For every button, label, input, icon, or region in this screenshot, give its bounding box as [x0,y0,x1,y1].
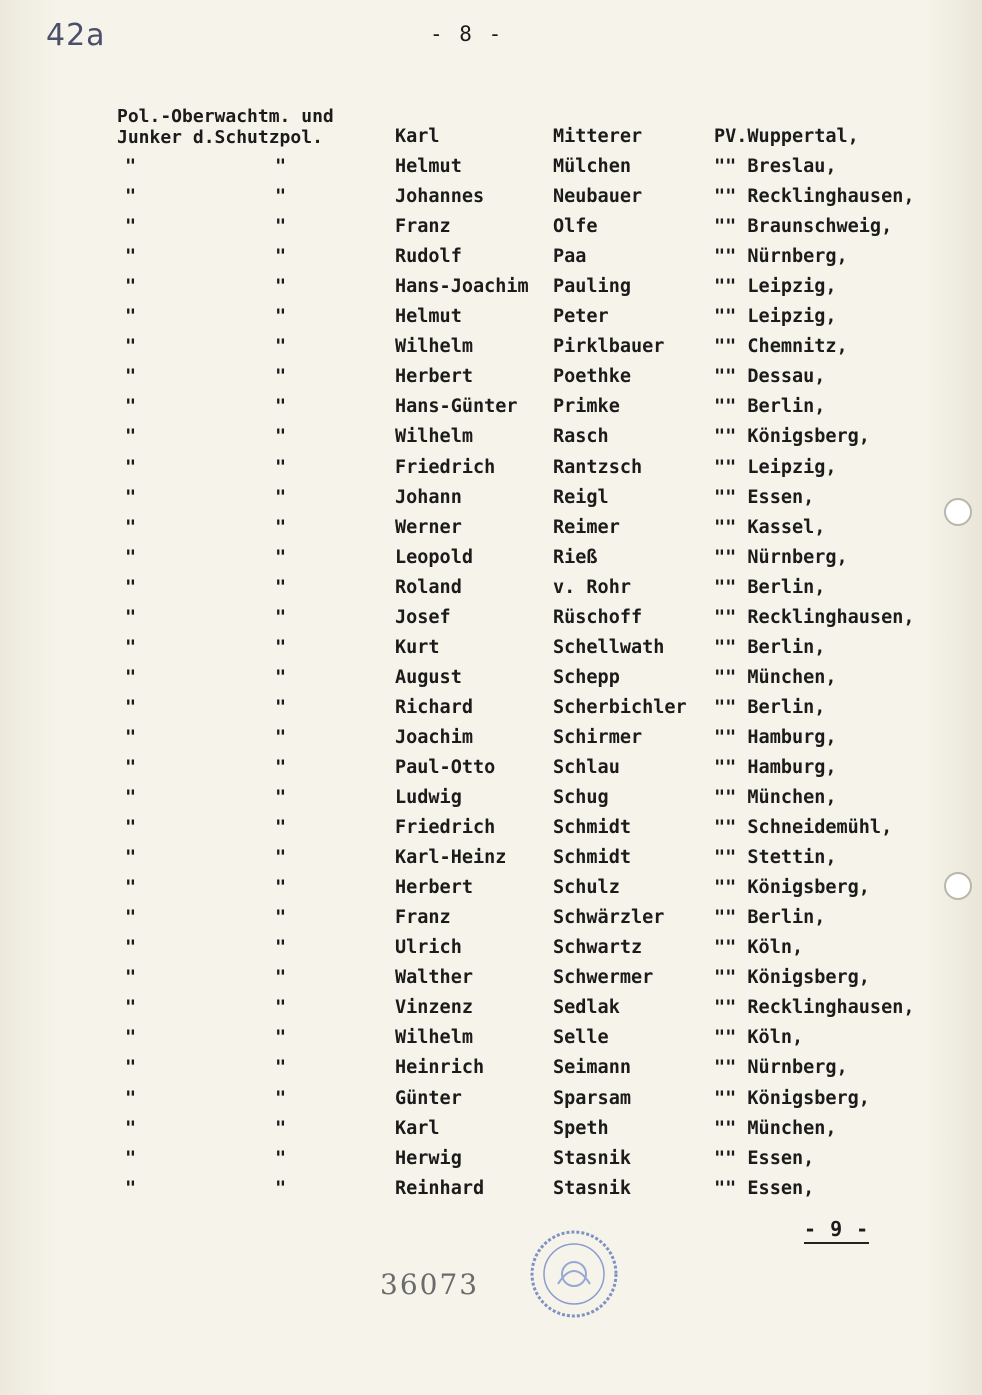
list-item [0,1027,982,1057]
office-location: "" München, [714,666,837,688]
ditto-mark: " [125,216,137,238]
last-name: Schwermer [553,967,654,989]
last-name: Speth [553,1117,609,1139]
ditto-mark: " [275,877,287,899]
list-item [0,186,982,216]
list-item [0,607,982,637]
ditto-mark: " [275,666,287,688]
office-location: "" Köln, [714,1027,804,1049]
last-name: Rüschoff [553,606,643,628]
last-name: Pirklbauer [553,336,665,358]
punch-hole [944,498,972,526]
office-location: "" München, [714,787,837,809]
first-name: Heinrich [395,1057,485,1079]
next-page-marker: - 9 - [804,1218,869,1244]
office-location: PV.Wuppertal, [714,126,859,147]
personnel-list [0,126,982,1208]
last-name: Mitterer [553,126,643,147]
ditto-mark: " [275,1177,287,1199]
ditto-mark: " [125,276,137,298]
ditto-mark: " [125,426,137,448]
office-location: "" Königsberg, [714,877,870,899]
first-name: August [395,666,462,688]
office-location: "" Hamburg, [714,726,837,748]
first-name: Hans-Joachim [395,276,529,298]
last-name: Poethke [553,366,631,388]
ditto-mark: " [125,726,137,748]
last-name: Schwartz [553,937,643,959]
list-item [0,697,982,727]
ditto-mark: " [125,366,137,388]
ditto-mark: " [275,787,287,809]
ditto-mark: " [275,396,287,418]
list-item [0,997,982,1027]
ditto-mark: " [275,907,287,929]
page-number: - 8 - [430,22,504,46]
ditto-mark: " [275,847,287,869]
first-name: Helmut [395,306,462,328]
first-name: Friedrich [395,456,496,478]
office-location: "" Chemnitz, [714,336,848,358]
office-location: "" Essen, [714,486,815,508]
first-name: Karl [395,1117,440,1139]
first-name: Franz [395,216,451,238]
first-name: Friedrich [395,817,496,839]
list-item [0,907,982,937]
ditto-mark: " [275,456,287,478]
list-item [0,126,982,156]
list-item [0,667,982,697]
last-name: Primke [553,396,620,418]
list-item [0,757,982,787]
first-name: Helmut [395,156,462,178]
last-name: Paa [553,246,587,268]
punch-hole [944,872,972,900]
archive-seal-stamp [528,1228,620,1320]
last-name: Stasnik [553,1147,631,1169]
ditto-mark: " [125,1057,137,1079]
first-name: Walther [395,967,473,989]
list-item [0,817,982,847]
first-name: Kurt [395,636,440,658]
ditto-mark: " [125,396,137,418]
last-name: Rieß [553,546,598,568]
ditto-mark: " [275,576,287,598]
ditto-mark: " [125,486,137,508]
first-name: Herwig [395,1147,462,1169]
list-item [0,1148,982,1178]
first-name: Joachim [395,726,473,748]
ditto-mark: " [275,817,287,839]
last-name: Stasnik [553,1177,631,1199]
last-name: Mülchen [553,156,631,178]
ditto-mark: " [275,1057,287,1079]
first-name: Richard [395,696,473,718]
last-name: Schmidt [553,817,631,839]
first-name: Ludwig [395,787,462,809]
first-name: Reinhard [395,1177,485,1199]
ditto-mark: " [125,847,137,869]
list-item [0,517,982,547]
handwritten-note: 42a [46,18,106,53]
ditto-mark: " [125,606,137,628]
list-item [0,336,982,366]
last-name: Olfe [553,216,598,238]
ditto-mark: " [125,817,137,839]
last-name: Sedlak [553,997,620,1019]
ditto-mark: " [125,756,137,778]
ditto-mark: " [125,1087,137,1109]
ditto-mark: " [275,636,287,658]
list-item [0,727,982,757]
ditto-mark: " [275,486,287,508]
ditto-mark: " [125,1177,137,1199]
last-name: Selle [553,1027,609,1049]
office-location: "" Stettin, [714,847,837,869]
first-name: Franz [395,907,451,929]
ditto-mark: " [275,696,287,718]
archive-number-stamp: 36073 [380,1268,480,1301]
ditto-mark: " [125,907,137,929]
last-name: Sparsam [553,1087,631,1109]
list-item [0,487,982,517]
office-location: "" Essen, [714,1177,815,1199]
first-name: Herbert [395,877,473,899]
heading-line: Pol.-Oberwachtm. und [117,106,334,127]
office-location: "" Nürnberg, [714,246,848,268]
list-item [0,547,982,577]
office-location: "" Essen, [714,1147,815,1169]
ditto-mark: " [275,186,287,208]
ditto-mark: " [275,1147,287,1169]
list-item [0,1118,982,1148]
list-item [0,967,982,997]
list-item [0,787,982,817]
ditto-mark: " [125,516,137,538]
office-location: "" Leipzig, [714,306,837,328]
ditto-mark: " [275,756,287,778]
first-name: Hans-Günter [395,396,518,418]
first-name: Paul-Otto [395,756,496,778]
ditto-mark: " [275,1087,287,1109]
first-name: Ulrich [395,937,462,959]
first-name: Roland [395,576,462,598]
list-item [0,457,982,487]
list-item [0,1088,982,1118]
ditto-mark: " [125,246,137,268]
office-location: "" Hamburg, [714,756,837,778]
first-name: Werner [395,516,462,538]
ditto-mark: " [275,1117,287,1139]
ditto-mark: " [275,276,287,298]
office-location: "" Berlin, [714,396,826,418]
office-location: "" Köln, [714,937,804,959]
ditto-mark: " [125,1027,137,1049]
first-name: Wilhelm [395,336,473,358]
office-location: "" Berlin, [714,907,826,929]
list-item [0,246,982,276]
list-item [0,1057,982,1087]
ditto-mark: " [275,967,287,989]
list-item [0,1178,982,1208]
ditto-mark: " [275,937,287,959]
last-name: Schirmer [553,726,643,748]
office-location: "" Königsberg, [714,426,870,448]
office-location: "" Königsberg, [714,967,870,989]
ditto-mark: " [125,576,137,598]
heading-line: Junker d.Schutzpol. [117,127,323,148]
ditto-mark: " [275,426,287,448]
ditto-mark: " [125,636,137,658]
list-item [0,306,982,336]
office-location: "" Recklinghausen, [714,606,915,628]
first-name: Josef [395,606,451,628]
last-name: Seimann [553,1057,631,1079]
first-name: Karl [395,126,440,147]
ditto-mark: " [275,516,287,538]
last-name: Schug [553,787,609,809]
office-location: "" Berlin, [714,696,826,718]
first-name: Leopold [395,546,473,568]
last-name: Schlau [553,756,620,778]
office-location: "" Nürnberg, [714,1057,848,1079]
ditto-mark: " [125,967,137,989]
list-item [0,426,982,456]
ditto-mark: " [275,997,287,1019]
office-location: "" Recklinghausen, [714,997,915,1019]
list-item [0,637,982,667]
last-name: Scherbichler [553,696,687,718]
list-item [0,847,982,877]
ditto-mark: " [125,666,137,688]
office-location: "" Schneidemühl, [714,817,893,839]
list-item [0,276,982,306]
first-name: Karl-Heinz [395,847,507,869]
last-name: Pauling [553,276,631,298]
ditto-mark: " [275,156,287,178]
first-name: Wilhelm [395,1027,473,1049]
list-item [0,877,982,907]
ditto-mark: " [275,726,287,748]
office-location: "" München, [714,1117,837,1139]
ditto-mark: " [125,546,137,568]
last-name: Peter [553,306,609,328]
last-name: Schmidt [553,847,631,869]
ditto-mark: " [125,156,137,178]
ditto-mark: " [125,1117,137,1139]
ditto-mark: " [125,997,137,1019]
first-name: Vinzenz [395,997,473,1019]
first-name: Johann [395,486,462,508]
ditto-mark: " [125,937,137,959]
office-location: "" Nürnberg, [714,546,848,568]
ditto-mark: " [275,366,287,388]
list-item [0,396,982,426]
first-name: Günter [395,1087,462,1109]
list-item [0,216,982,246]
first-name: Rudolf [395,246,462,268]
office-location: "" Leipzig, [714,456,837,478]
first-name: Wilhelm [395,426,473,448]
ditto-mark: " [125,877,137,899]
office-location: "" Königsberg, [714,1087,870,1109]
list-item [0,937,982,967]
ditto-mark: " [125,1147,137,1169]
last-name: Schwärzler [553,907,665,929]
ditto-mark: " [275,1027,287,1049]
office-location: "" Kassel, [714,516,826,538]
office-location: "" Berlin, [714,576,826,598]
ditto-mark: " [275,216,287,238]
ditto-mark: " [125,696,137,718]
last-name: Reigl [553,486,609,508]
last-name: Rantzsch [553,456,643,478]
office-location: "" Berlin, [714,636,826,658]
ditto-mark: " [125,186,137,208]
last-name: v. Rohr [553,576,631,598]
office-location: "" Braunschweig, [714,216,893,238]
list-item [0,577,982,607]
office-location: "" Dessau, [714,366,826,388]
list-item [0,156,982,186]
last-name: Schellwath [553,636,665,658]
first-name: Johannes [395,186,485,208]
ditto-mark: " [275,606,287,628]
last-name: Rasch [553,426,609,448]
ditto-mark: " [125,456,137,478]
ditto-mark: " [275,336,287,358]
ditto-mark: " [125,787,137,809]
ditto-mark: " [275,546,287,568]
list-item [0,366,982,396]
ditto-mark: " [125,306,137,328]
ditto-mark: " [275,306,287,328]
last-name: Reimer [553,516,620,538]
last-name: Schulz [553,877,620,899]
first-name: Herbert [395,366,473,388]
ditto-mark: " [125,336,137,358]
last-name: Neubauer [553,186,643,208]
office-location: "" Breslau, [714,156,837,178]
last-name: Schepp [553,666,620,688]
ditto-mark: " [275,246,287,268]
office-location: "" Recklinghausen, [714,186,915,208]
office-location: "" Leipzig, [714,276,837,298]
